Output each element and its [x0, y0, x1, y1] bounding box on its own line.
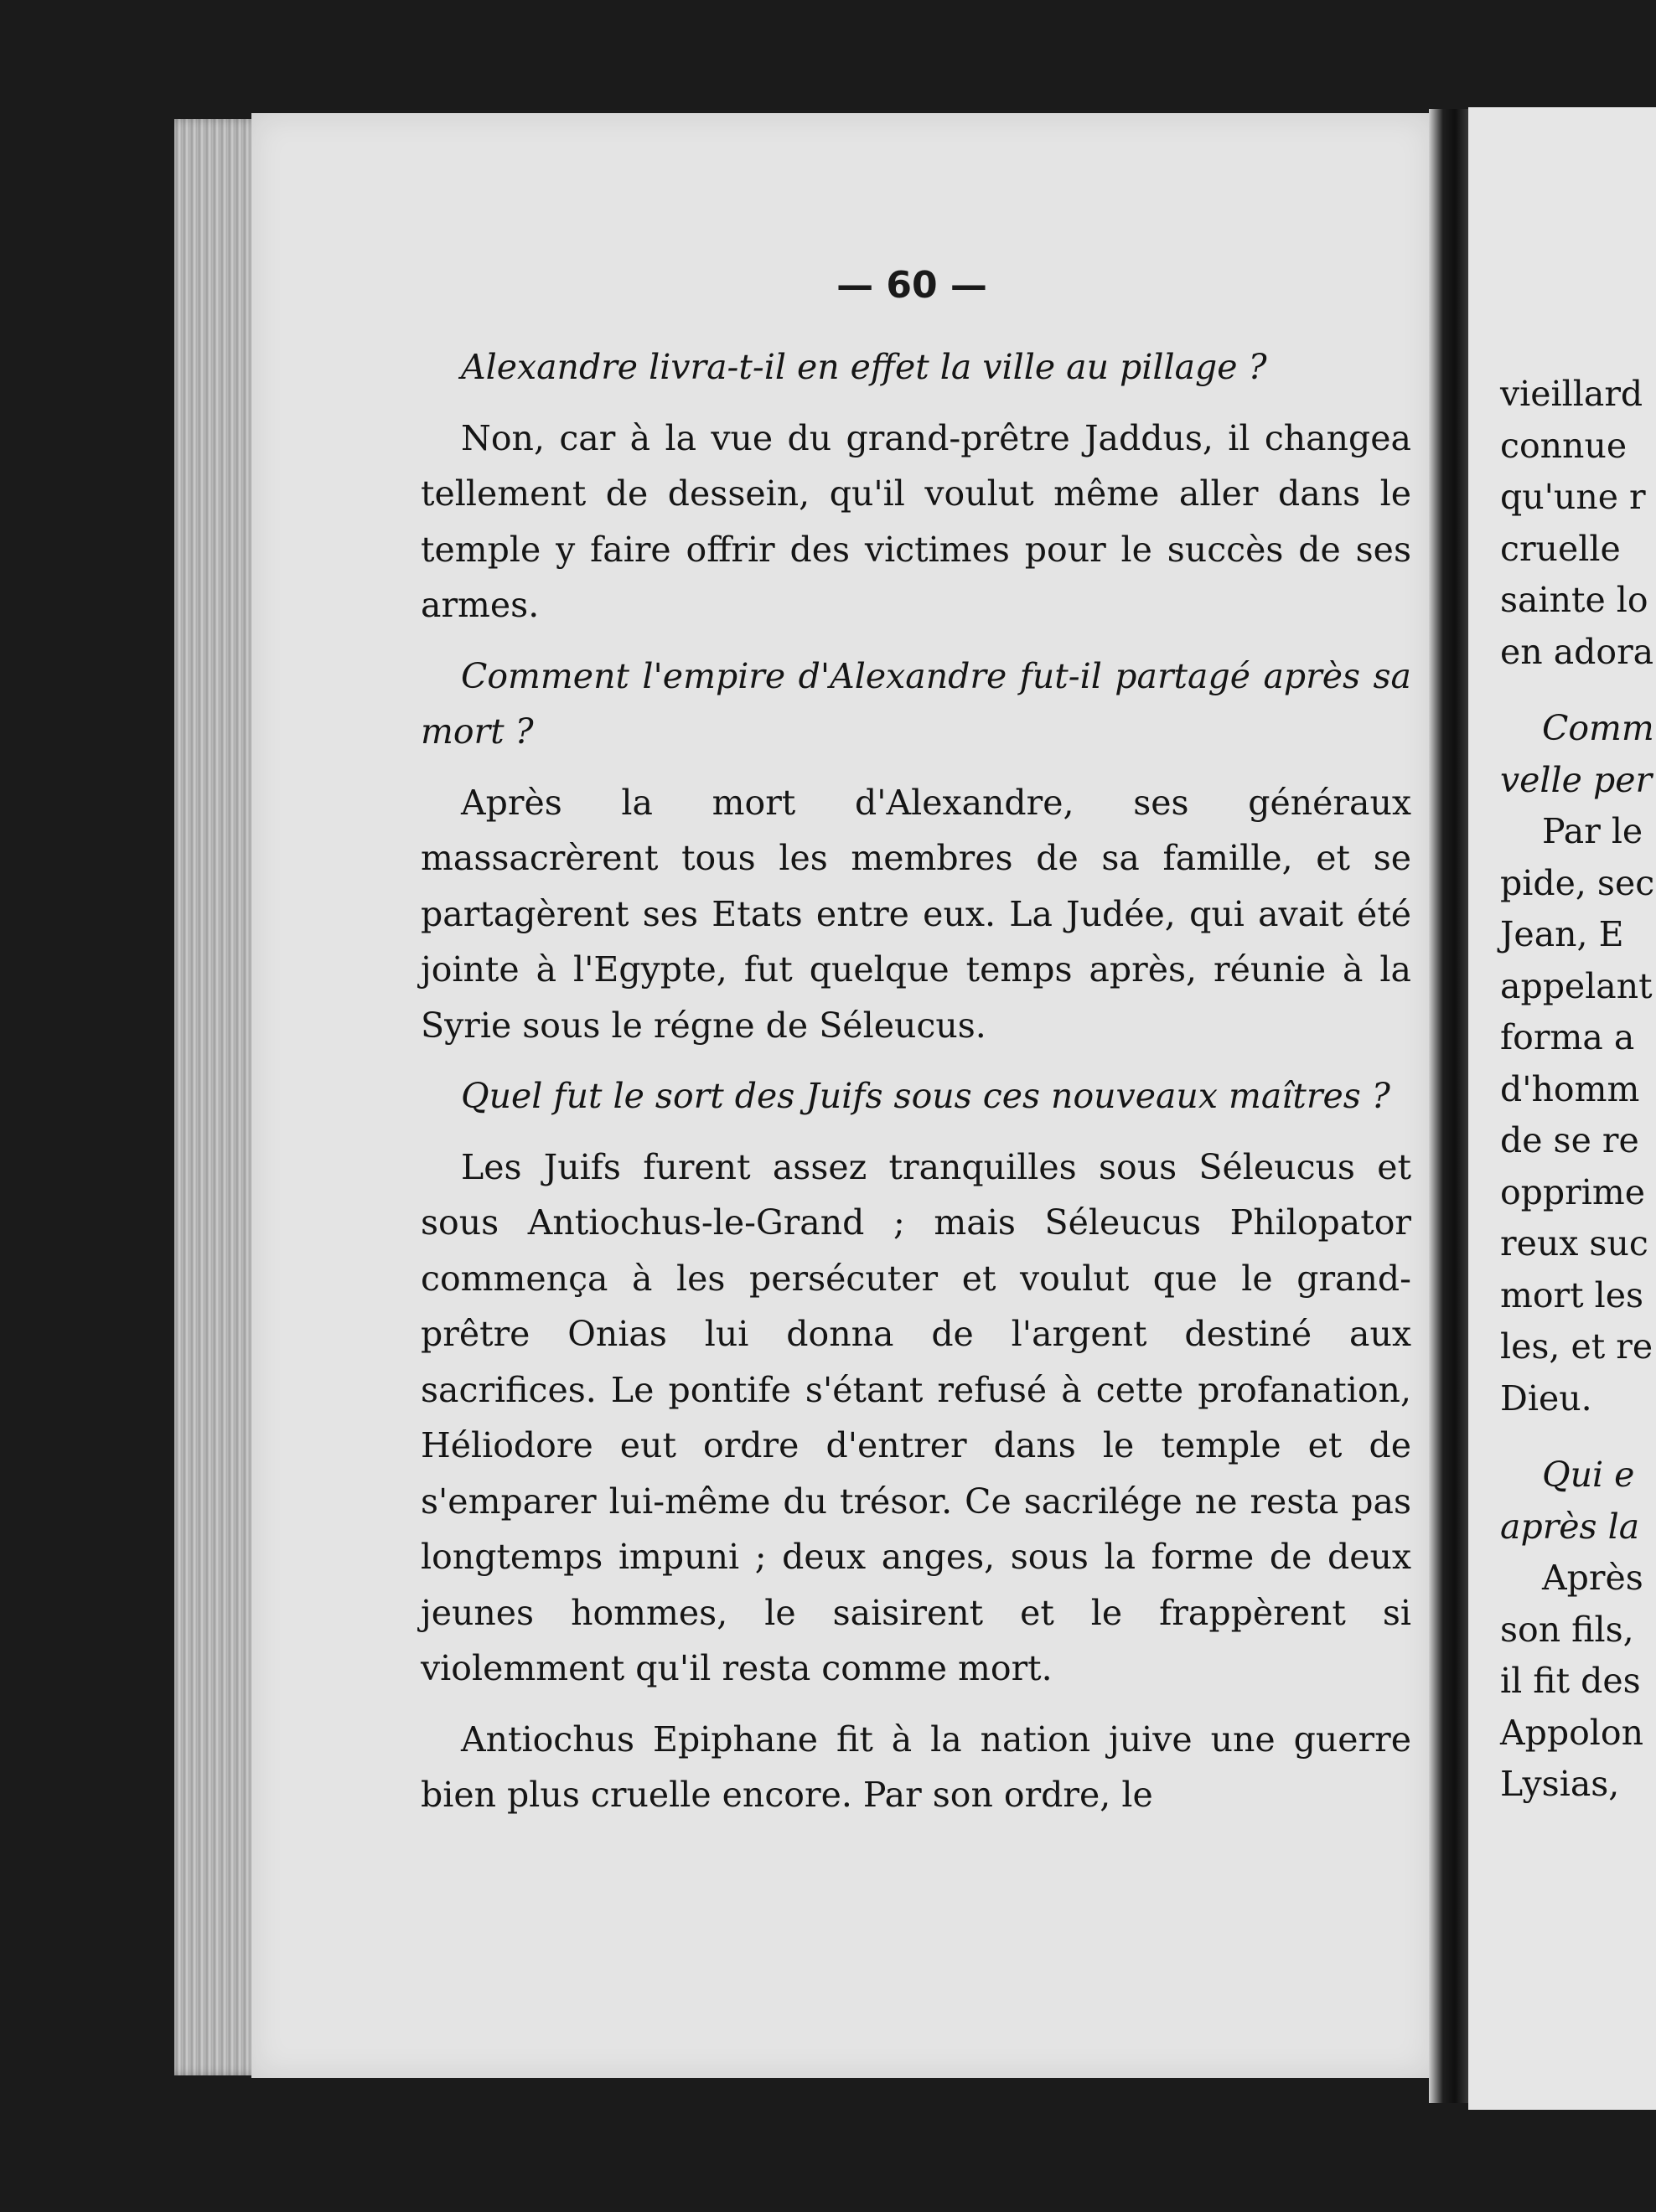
right-line: mort les — [1500, 1274, 1644, 1315]
right-line: Jean, E — [1500, 914, 1624, 954]
answer-2: Après la mort d'Alexandre, ses généraux massacrèrent tous les membres de sa famille, et se partagèrent ses Etats entre eux. La Judée, qui avait été jointe à l'Egypte, fut quelque temps après, réunie à la Syrie sous le régne de Séleucus. — [421, 782, 1411, 1046]
right-line: opprime — [1500, 1171, 1646, 1212]
question-3: Quel fut le sort des Juifs sous ces nouveaux maîtres ? — [461, 1076, 1390, 1116]
answer-1: Non, car à la vue du grand-prêtre Jaddus, il changea tellement de dessein, qu'il voulut même aller dans le temple y faire offrir des victimes pour le succès de ses armes. — [421, 417, 1411, 625]
right-line: Après — [1542, 1558, 1643, 1598]
right-line: pide, sec — [1500, 862, 1655, 903]
right-line: Lysias, — [1500, 1764, 1620, 1804]
right-line: appelant — [1500, 965, 1653, 1006]
right-line: Qui e — [1542, 1455, 1635, 1495]
right-spacer — [1500, 678, 1656, 703]
right-line: les, et re — [1500, 1326, 1653, 1367]
right-line: son fils, — [1500, 1609, 1634, 1650]
right-line: Appolon — [1500, 1712, 1643, 1753]
right-line: après la — [1500, 1506, 1640, 1547]
answer-4: Antiochus Epiphane fit à la nation juive une guerre bien plus cruelle encore. Par son ordre, le — [421, 1718, 1411, 1815]
right-line: sainte lo — [1500, 580, 1648, 620]
right-line: cruelle — [1500, 528, 1621, 569]
right-line: d'homm — [1500, 1068, 1640, 1109]
right-page-text — [1500, 369, 1656, 1811]
right-line: Dieu. — [1500, 1377, 1592, 1419]
right-line: qu'une r — [1500, 477, 1646, 517]
right-line: Par le — [1542, 811, 1643, 851]
page-number-label: — 60 — — [836, 264, 987, 307]
right-line: connue — [1500, 425, 1628, 466]
right-line: il fit des — [1500, 1661, 1641, 1701]
right-line: en adora — [1500, 631, 1654, 672]
right-line: forma a — [1500, 1017, 1635, 1057]
right-line: Comm — [1542, 708, 1654, 748]
right-line: velle per — [1500, 759, 1653, 800]
question-2: Comment l'empire d'Alexandre fut-il partagé après sa mort ? — [421, 655, 1411, 752]
right-line: de se re — [1500, 1120, 1639, 1160]
right-line: vieillard — [1500, 374, 1643, 414]
answer-3: Les Juifs furent assez tranquilles sous Séleucus et sous Antiochus-le-Grand ; mais Séleucus Philopator commença à les persécuter et voulut que le grand-prêtre Onias lui donna de l'argent destiné aux sacrifices. Le pontife s'étant refusé à cette profanation, Héliodore eut ordre d'entrer dans le temple et de s'emparer lui-même du trésor. Ce sacrilége ne resta pas longtemps impuni ; deux anges, sous la forme de deux jeunes hommes, le saisirent et le frappèrent si violemment qu'il resta comme mort. — [421, 1146, 1411, 1688]
right-line: reux suc — [1500, 1223, 1648, 1264]
right-spacer — [1500, 1424, 1656, 1450]
page-number — [0, 264, 1656, 307]
question-1: Alexandre livra-t-il en effet la ville au pillage ? — [461, 347, 1267, 387]
left-page-text — [421, 339, 1411, 1823]
book-gutter — [1429, 109, 1469, 2103]
